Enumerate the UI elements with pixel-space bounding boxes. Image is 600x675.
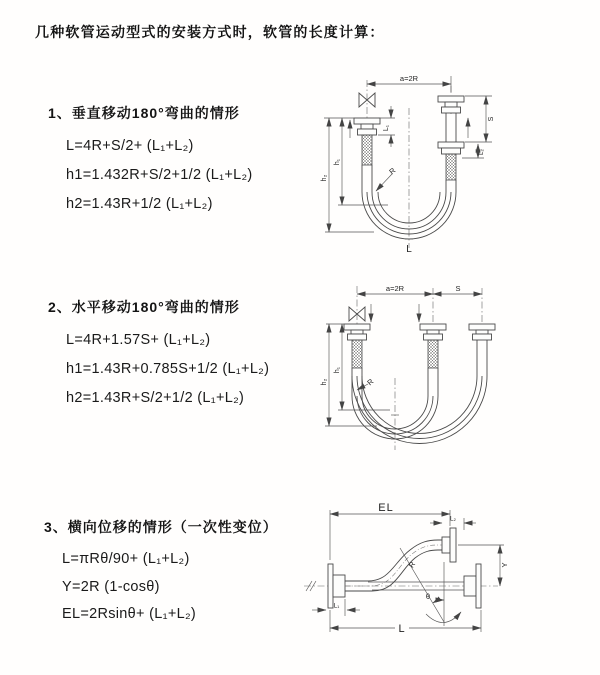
left-flange (328, 564, 345, 608)
dim-label-a2r: a=2R (399, 74, 419, 83)
dim-s (433, 284, 482, 294)
dim-span-a2r (357, 284, 433, 294)
section-horizontal-movement (48, 296, 269, 413)
radius-label: R (365, 376, 376, 388)
dim-label-l1: L₁ (383, 124, 390, 132)
radius-leader (376, 166, 398, 191)
section-lateral-displacement (44, 516, 278, 629)
dim-label-s: S (455, 284, 461, 293)
dim-label-h1: h₁ (334, 366, 341, 374)
diagram-horizontal-180-bend (302, 278, 547, 463)
section-3-heading: 3、横向位移的情形（一次性变位） (44, 519, 278, 535)
formula-h1: h1=1.432R+S/2+1/2 (L₁+L₂) (66, 167, 253, 183)
displaced-flange (442, 528, 456, 562)
dim-label-l2: L₂ (450, 515, 456, 523)
dim-l1 (378, 106, 395, 147)
radius-label: R (406, 559, 418, 570)
dim-el (330, 502, 450, 560)
dim-label-h2: h₂ (321, 174, 328, 182)
braided-hose-section (362, 135, 372, 165)
braided-hose-section (352, 340, 362, 368)
left-leg-fitting (354, 118, 380, 192)
angle-label: θ (425, 592, 431, 601)
dim-label-s: S (488, 116, 495, 122)
formula-y: Y=2R (1-cosθ) (62, 578, 160, 595)
length-label: L (406, 244, 412, 255)
radius-leader (357, 377, 376, 390)
dim-span-a2r (367, 74, 451, 92)
formula-h2: h2=1.43R+S/2+1/2 (L₁+L₂) (66, 390, 245, 406)
formula-h2: h2=1.43R+1/2 (L₁+L₂) (66, 196, 213, 212)
braided-hose-section (446, 154, 456, 180)
middle-leg-fitting (420, 324, 446, 396)
dim-l1 (312, 599, 360, 616)
dim-l2 (462, 144, 485, 158)
formula-el: EL=2Rsinθ+ (L₁+L₂) (62, 606, 197, 622)
formula-length: L=4R+S/2+ (L₁+L₂) (66, 138, 194, 154)
length-label: L (398, 623, 406, 635)
original-position-tube (368, 564, 481, 608)
right-leg-fittings (438, 96, 464, 192)
section-2-heading: 2、水平移动180°弯曲的情形 (48, 299, 240, 315)
right-leg-fitting (469, 324, 495, 376)
dim-label-l2: L₂ (478, 149, 485, 155)
dim-length (330, 610, 481, 635)
braided-hose-section (428, 340, 438, 368)
dim-label-l1: L₁ (333, 602, 340, 610)
dim-label-a2r: a=2R (385, 284, 405, 293)
section-1-heading: 1、垂直移动180°弯曲的情形 (48, 105, 240, 121)
diagram-vertical-180-bend (302, 62, 532, 262)
hose-s-curve (345, 540, 450, 591)
dim-s (465, 96, 495, 142)
section-vertical-movement (48, 102, 253, 219)
formula-h1: h1=1.43R+0.785S+1/2 (L₁+L₂) (66, 361, 270, 377)
formula-length: L=4R+1.57S+ (L₁+L₂) (66, 332, 211, 348)
dim-label-el: EL (378, 502, 394, 514)
dim-h1 (324, 118, 388, 205)
formula-length: L=πRθ/90+ (L₁+L₂) (62, 551, 190, 567)
diagram-lateral-displacement (298, 498, 598, 653)
dim-label-h1: h₁ (334, 158, 341, 166)
dim-label-h2: h₂ (321, 378, 328, 386)
dim-label-y: Y (500, 562, 509, 568)
page-title: 几种软管运动型式的安装方式时，软管的长度计算： (35, 24, 385, 40)
radius-label: R (387, 165, 398, 177)
